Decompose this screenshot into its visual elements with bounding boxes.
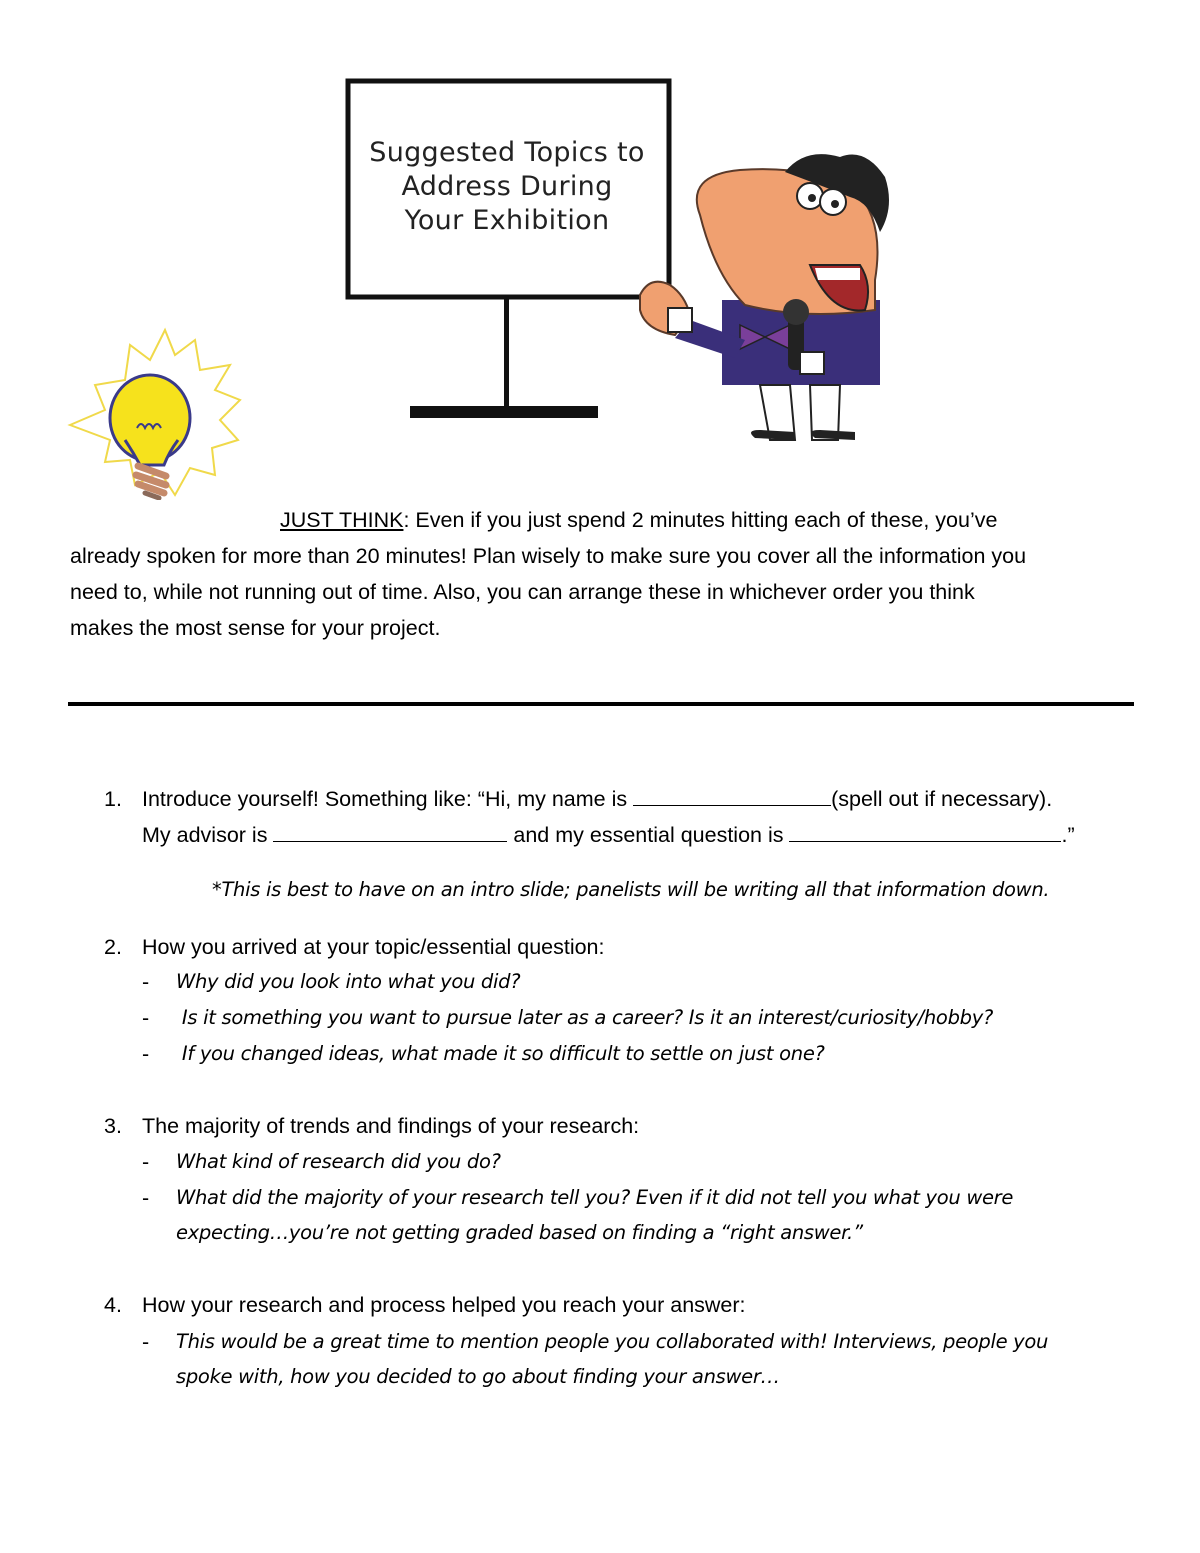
item-title: How you arrived at your topic/essential question: (142, 935, 605, 959)
dash-bullet: - (142, 1330, 150, 1354)
item-text (142, 817, 1075, 853)
header-illustration (0, 0, 1200, 500)
dash-bullet: - (142, 1042, 150, 1066)
advisor-blank (273, 821, 507, 842)
item-title: The majority of trends and findings of your research: (142, 1114, 640, 1138)
intro-paragraph (70, 502, 1130, 646)
item-number: 1. (104, 787, 122, 811)
item-number: 4. (104, 1293, 122, 1317)
intro-line: need to, while not running out of time. Also, you can arrange these in whichever order you think (70, 580, 975, 604)
name-blank (633, 785, 831, 806)
intro-line: makes the most sense for your project. (70, 616, 441, 640)
sign-line: Your Exhibition (404, 205, 610, 236)
light-bulb-icon (70, 330, 240, 498)
item-text-part: Introduce yourself! Something like: “Hi, my name is (142, 787, 634, 811)
sub-item-text: What did the majority of your research tell you? Even if it did not tell you what you were (176, 1186, 1014, 1209)
item-number: 3. (104, 1114, 122, 1138)
sign-line: Address During (401, 171, 613, 202)
section-divider (68, 702, 1134, 706)
item-text-part: and my essential question is (507, 823, 790, 847)
item-number: 2. (104, 935, 122, 959)
item-text (142, 781, 1052, 817)
dash-bullet: - (142, 1186, 150, 1210)
sign-board (348, 81, 669, 418)
sub-item-text: Is it something you want to pursue later as a career? Is it an interest/curiosity/hobby? (176, 1006, 994, 1029)
sub-item-text: expecting…you’re not getting graded based on finding a “right answer.” (176, 1221, 863, 1244)
note-text: *This is best to have on an intro slide; panelists will be writing all that information down. (212, 878, 1050, 901)
item-title: How your research and process helped you reach your answer: (142, 1293, 746, 1317)
item-text-part: My advisor is (142, 823, 274, 847)
item-text-part: (spell out if necessary). (831, 787, 1053, 811)
dash-bullet: - (142, 1150, 150, 1174)
sign-line: Suggested Topics to (369, 137, 645, 168)
sub-item-text: This would be a great time to mention people you collaborated with! Interviews, people you (176, 1330, 1049, 1353)
sub-item-text: Why did you look into what you did? (176, 970, 521, 993)
dash-bullet: - (142, 970, 150, 994)
intro-text: : Even if you just spend 2 minutes hitting each of these, you’ve (403, 508, 998, 532)
sub-item-text: spoke with, how you decided to go about finding your answer… (176, 1365, 780, 1388)
question-blank (789, 821, 1061, 842)
sign-title (352, 136, 662, 238)
intro-line: already spoken for more than 20 minutes! Plan wisely to make sure you cover all the information you (70, 544, 1027, 568)
just-think-label: JUST THINK (280, 508, 404, 532)
intro-line (70, 502, 1130, 538)
presenter-cartoon (640, 154, 889, 440)
sub-item-text: What kind of research did you do? (176, 1150, 501, 1173)
dash-bullet: - (142, 1006, 150, 1030)
sub-item-text: If you changed ideas, what made it so difficult to settle on just one? (176, 1042, 825, 1065)
item-text-part: .” (1061, 823, 1075, 847)
